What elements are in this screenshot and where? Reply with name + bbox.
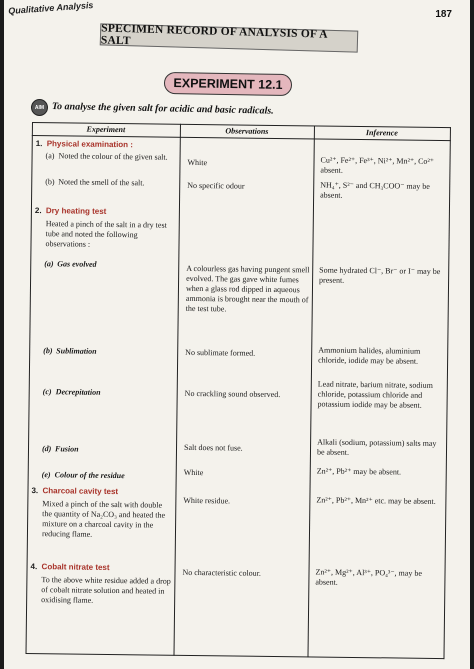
column-divider bbox=[173, 124, 180, 656]
experiment-cell: Mixed a pinch of the salt with double the quantity of Na₂CO₃ and heated the mixture on a charcoal cavity in the reducing flame. bbox=[41, 499, 166, 539]
column-header-inference: Inference bbox=[365, 128, 398, 138]
textbook-page bbox=[4, 0, 470, 669]
experiment-cell: Sublimation bbox=[56, 346, 97, 356]
inference-cell: Cu²⁺, Fe²⁺, Fe³⁺, Ni²⁺, Mn²⁺, Co²⁺ absent. bbox=[320, 155, 435, 175]
page-number: 187 bbox=[435, 9, 452, 20]
section-heading: Cobalt nitrate test bbox=[41, 562, 110, 572]
analysis-table bbox=[26, 122, 451, 659]
observation-cell: No crackling sound observed. bbox=[184, 388, 281, 400]
experiment-cell: Gas evolved bbox=[57, 259, 97, 269]
row-label: (d) bbox=[41, 444, 52, 454]
column-divider bbox=[307, 125, 314, 657]
section-heading: Dry heating test bbox=[45, 206, 107, 216]
observation-cell: A colourless gas having pungent smell evolved. The gas gave white fumes when a glass rod dipped in aqueous ammonia is brought near the mouth of the test tube. bbox=[185, 263, 310, 314]
observation-cell: No specific odour bbox=[187, 180, 245, 191]
row-label: (b) bbox=[45, 177, 55, 187]
row-label: (a) bbox=[44, 259, 54, 269]
experiment-cell: Fusion bbox=[54, 444, 79, 454]
row-label: (b) bbox=[43, 346, 53, 356]
inference-cell: Some hydrated Cl⁻, Br⁻ or I⁻ may be present. bbox=[319, 265, 441, 285]
table-border-right bbox=[443, 127, 450, 659]
inference-cell: NH₄⁺, S²⁻ and CH₃COO⁻ may be absent. bbox=[320, 180, 430, 200]
section-number: 2. bbox=[34, 206, 42, 216]
aim-statement: To analyse the given salt for acidic and basic radicals. bbox=[51, 101, 274, 117]
section-number: 4. bbox=[30, 562, 38, 572]
observation-cell: No characteristic colour. bbox=[182, 567, 261, 578]
table-border-left bbox=[26, 122, 33, 654]
page-title: SPECIMEN RECORD OF ANALYSIS OF A SALT bbox=[100, 23, 359, 52]
inference-cell: Alkali (sodium, potassium) salts may be absent. bbox=[316, 437, 437, 457]
observation-cell: No sublimate formed. bbox=[185, 347, 256, 358]
experiment-cell: Colour of the residue bbox=[54, 470, 125, 481]
section-heading: Physical examination : bbox=[46, 139, 134, 150]
column-header-observations: Observations bbox=[225, 126, 269, 136]
inference-cell: Zn²⁺, Mg²⁺, Al³⁺, PO₄³⁻, may be absent. bbox=[315, 567, 422, 587]
running-head: Qualitative Analysis bbox=[8, 0, 94, 16]
observation-cell: White bbox=[187, 157, 208, 168]
aim-icon: AIM bbox=[31, 99, 48, 116]
section-heading: Charcoal cavity test bbox=[42, 486, 119, 497]
experiment-badge: EXPERIMENT 12.1 bbox=[164, 72, 292, 96]
observation-cell: Salt does not fuse. bbox=[183, 442, 243, 453]
row-label: (c) bbox=[42, 387, 52, 397]
column-header-experiment: Experiment bbox=[86, 124, 126, 135]
section-number: 3. bbox=[31, 486, 39, 496]
experiment-cell: Heated a pinch of the salt in a dry test tube and noted the following observations : bbox=[45, 219, 167, 249]
inference-cell: Lead nitrate, barium nitrate, sodium chloride, potassium chloride and potassium iodide may be absent. bbox=[317, 379, 433, 410]
observation-cell: White residue. bbox=[183, 495, 231, 506]
inference-cell: Zn²⁺, Pb²⁺ may be absent. bbox=[316, 466, 402, 477]
observation-cell: White bbox=[183, 467, 204, 478]
inference-cell: Zn²⁺, Pb²⁺, Mn²⁺ etc. may be absent. bbox=[316, 495, 436, 506]
experiment-cell: Noted the smell of the salt. bbox=[58, 177, 145, 188]
row-label: (a) bbox=[45, 151, 55, 161]
experiment-cell: Decrepitation bbox=[55, 387, 101, 397]
experiment-cell: To the above white residue added a drop of cobalt nitrate solution and heated in oxidising flame. bbox=[41, 575, 171, 605]
row-label: (e) bbox=[41, 470, 51, 480]
experiment-cell: Noted the colour of the given salt. bbox=[58, 151, 168, 162]
inference-cell: Ammonium halides, aluminium chloride, iodide may be absent. bbox=[318, 345, 421, 366]
table-border-bottom bbox=[26, 653, 445, 659]
section-number: 1. bbox=[35, 139, 43, 149]
